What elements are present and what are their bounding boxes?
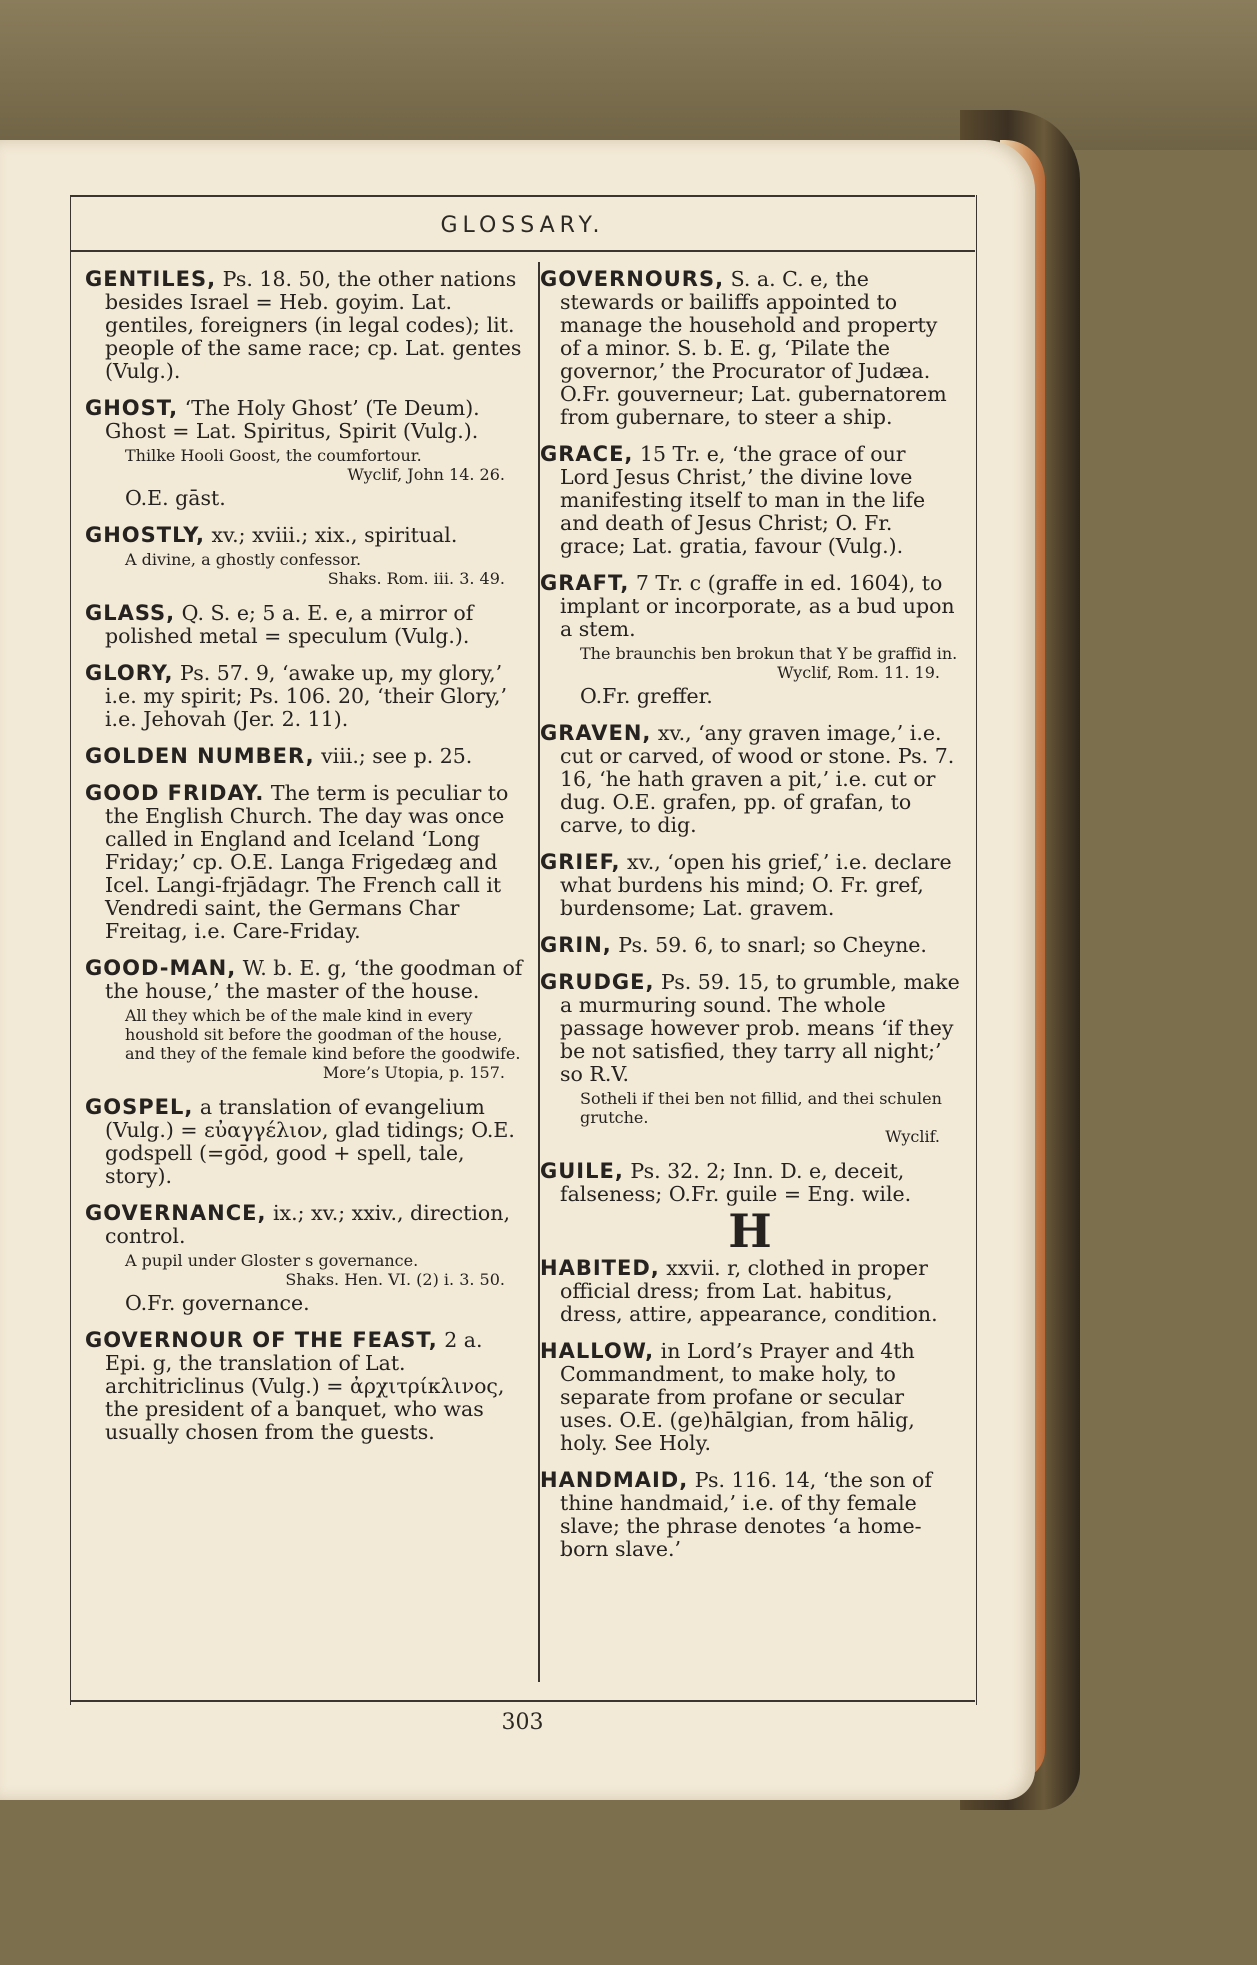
citation-quote (105, 446, 525, 484)
definition: a translation of evangelium (Vulg.) = εὐαγγέλιον, glad tidings; O.E. godspell (=gōd, good + spell, tale, story). (105, 1095, 515, 1188)
definition: Ps. 116. 14, ‘the son of thine handmaid,’ i.e. of thy female slave; the phrase denotes ‘a home-born slave.’ (560, 1468, 932, 1561)
glossary-entry (85, 524, 525, 588)
right-column (540, 268, 960, 1575)
headword: GUILE, (540, 1159, 624, 1183)
definition: xxvii. r, clothed in proper official dress; from Lat. habitus, dress, attire, appearance, condition. (560, 1256, 938, 1326)
quote-text: Sotheli if thei ben not fillid, and thei schulen grutche. (580, 1089, 942, 1127)
headword: GLORY, (85, 661, 174, 685)
definition: in Lord’s Prayer and 4th Commandment, to make holy, to separate from profane or secular uses. O.E. (ge)hālgian, from hālig, holy. See Holy. (560, 1339, 915, 1455)
definition: viii.; see p. 25. (314, 744, 473, 768)
quote-text: All they which be of the male kind in every houshold sit before the goodman of the house, and they of the female kind before the goodwife. (125, 1006, 521, 1063)
headword: GOVERNOUR OF THE FEAST, (85, 1328, 438, 1352)
glossary-entry (540, 934, 960, 957)
definition: 2 a. Epi. g, the translation of Lat. architriclinus (Vulg.) = ἀρχιτρίκλινος, the president of a banquet, who was usually chosen from the guests. (105, 1328, 505, 1444)
citation-quote (560, 1089, 960, 1146)
headword: GOOD-MAN, (85, 956, 237, 980)
glossary-entry (85, 1329, 525, 1444)
quote-text: Thilke Hooli Goost, the coumfortour. (125, 446, 422, 465)
backdrop (0, 0, 1257, 150)
glossary-entry (540, 1469, 960, 1561)
etymology: O.Fr. greffer. (580, 684, 713, 708)
glossary-entry (85, 1096, 525, 1188)
citation-quote (105, 1251, 525, 1289)
definition: xv., ‘any graven image,’ i.e. cut or carved, of wood or stone. Ps. 7. 16, ‘he hath graven a pit,’ i.e. cut or dug. O.E. grafen, pp. of grafan, to carve, to dig. (560, 721, 955, 837)
headword: GOLDEN NUMBER, (85, 744, 315, 768)
section-letter: H (728, 1204, 772, 1258)
quote-text: The braunchis ben brokun that Y be graffid in. (580, 644, 958, 663)
quote-text: A divine, a ghostly confessor. (125, 550, 362, 569)
glossary-entry (85, 957, 525, 1082)
headword: GHOSTLY, (85, 523, 205, 547)
left-column (85, 268, 525, 1458)
headword: GOVERNOURS, (540, 267, 725, 291)
definition: Q. S. e; 5 a. E. e, a mirror of polished metal = speculum (Vulg.). (105, 601, 474, 648)
definition: 7 Tr. c (graffe in ed. 1604), to implant or incorporate, as a bud upon a stem. (560, 571, 955, 641)
head-rule (70, 250, 975, 252)
headword: GRAFT, (540, 571, 630, 595)
headword: GRIEF, (540, 850, 621, 874)
headword: GHOST, (85, 396, 179, 420)
glossary-entry (540, 971, 960, 1146)
definition: Ps. 57. 9, ‘awake up, my glory,’ i.e. my spirit; Ps. 106. 20, ‘their Glory,’ i.e. Jehovah (Jer. 2. 11). (105, 661, 507, 731)
quote-text: A pupil under Gloster s governance. (125, 1251, 419, 1270)
glossary-entry (85, 602, 525, 648)
definition: ix.; xv.; xxiv., direction, control. (105, 1201, 510, 1248)
running-head: GLOSSARY. (440, 213, 605, 238)
definition: Ps. 59. 6, to snarl; so Cheyne. (611, 933, 927, 957)
glossary-entry (540, 443, 960, 558)
citation-quote (105, 1006, 525, 1082)
headword: GOVERNANCE, (85, 1201, 267, 1225)
definition: W. b. E. g, ‘the goodman of the house,’ the master of the house. (105, 956, 523, 1003)
glossary-entry (540, 572, 960, 708)
definition: xv.; xviii.; xix., spiritual. (204, 523, 458, 547)
glossary-entry (540, 1257, 960, 1326)
glossary-entry (540, 851, 960, 920)
definition: Ps. 18. 50, the other nations besides Israel = Heb. goyim. Lat. gentiles, foreigners (in legal codes); lit. people of the same race; cp. Lat. gentes (Vulg.). (105, 267, 522, 383)
definition: ‘The Holy Ghost’ (Te Deum). Ghost = Lat. Spiritus, Spirit (Vulg.). (105, 396, 480, 443)
glossary-entry (85, 268, 525, 383)
headword: HANDMAID, (540, 1468, 689, 1492)
glossary-entry (85, 782, 525, 943)
headword: HALLOW, (540, 1339, 655, 1363)
page-number: 303 (501, 1710, 544, 1735)
headword: GLASS, (85, 601, 176, 625)
definition: The term is peculiar to the English Church. The day was once called in England and Iceland ‘Long Friday;’ cp. O.E. Langa Frigedæg and Icel. Langi-frjādagr. The French call it Vendredi saint, the Germans Char Freitag, i.e. Care-Friday. (105, 781, 509, 943)
top-rule (70, 195, 975, 197)
definition: Ps. 32. 2; Inn. D. e, deceit, falseness; O.Fr. guile = Eng. wile. (560, 1159, 912, 1206)
quote-source: Wyclif, John 14. 26. (347, 465, 505, 484)
etymology: O.E. gāst. (125, 486, 226, 510)
headword: GOSPEL, (85, 1095, 194, 1119)
headword: HABITED, (540, 1256, 660, 1280)
headword: GOOD FRIDAY. (85, 781, 265, 805)
glossary-entry (85, 1202, 525, 1315)
glossary-entry (540, 268, 960, 429)
headword: GRIN, (540, 933, 612, 957)
citation-quote (560, 644, 960, 682)
citation-quote (105, 550, 525, 588)
glossary-entry (540, 1160, 960, 1206)
etymology: O.Fr. governance. (125, 1291, 310, 1315)
definition: Ps. 59. 15, to grumble, make a murmuring sound. The whole passage however prob. means ‘if they be not satisfied, they tarry all night;’ so R.V. (560, 970, 960, 1086)
headword: GRUDGE, (540, 970, 655, 994)
quote-source: Wyclif. (885, 1127, 940, 1146)
quote-source: Shaks. Rom. iii. 3. 49. (327, 569, 505, 588)
bottom-rule (70, 1700, 975, 1702)
headword: GENTILES, (85, 267, 217, 291)
glossary-entry (85, 745, 525, 768)
headword: GRAVEN, (540, 721, 652, 745)
glossary-entry (85, 662, 525, 731)
glossary-entry (540, 722, 960, 837)
definition: xv., ‘open his grief,’ i.e. declare what burdens his mind; O. Fr. gref, burdensome; Lat. gravem. (560, 850, 952, 920)
definition: 15 Tr. e, ‘the grace of our Lord Jesus Christ,’ the divine love manifesting itself to man in the life and death of Jesus Christ; O. Fr. grace; Lat. gratia, favour (Vulg.). (560, 442, 926, 558)
glossary-entry (85, 397, 525, 510)
quote-source: Wyclif, Rom. 11. 19. (777, 663, 940, 682)
quote-source: Shaks. Hen. VI. (2) i. 3. 50. (285, 1270, 505, 1289)
glossary-entry (540, 1340, 960, 1455)
definition: S. a. C. e, the stewards or bailiffs appointed to manage the household and property of a minor. S. b. E. g, ‘Pilate the governor,’ the Procurator of Judæa. O.Fr. gouverneur; Lat. gubernatorem from gubernare, to steer a ship. (560, 267, 947, 429)
quote-source: More’s Utopia, p. 157. (322, 1063, 505, 1082)
headword: GRACE, (540, 442, 634, 466)
